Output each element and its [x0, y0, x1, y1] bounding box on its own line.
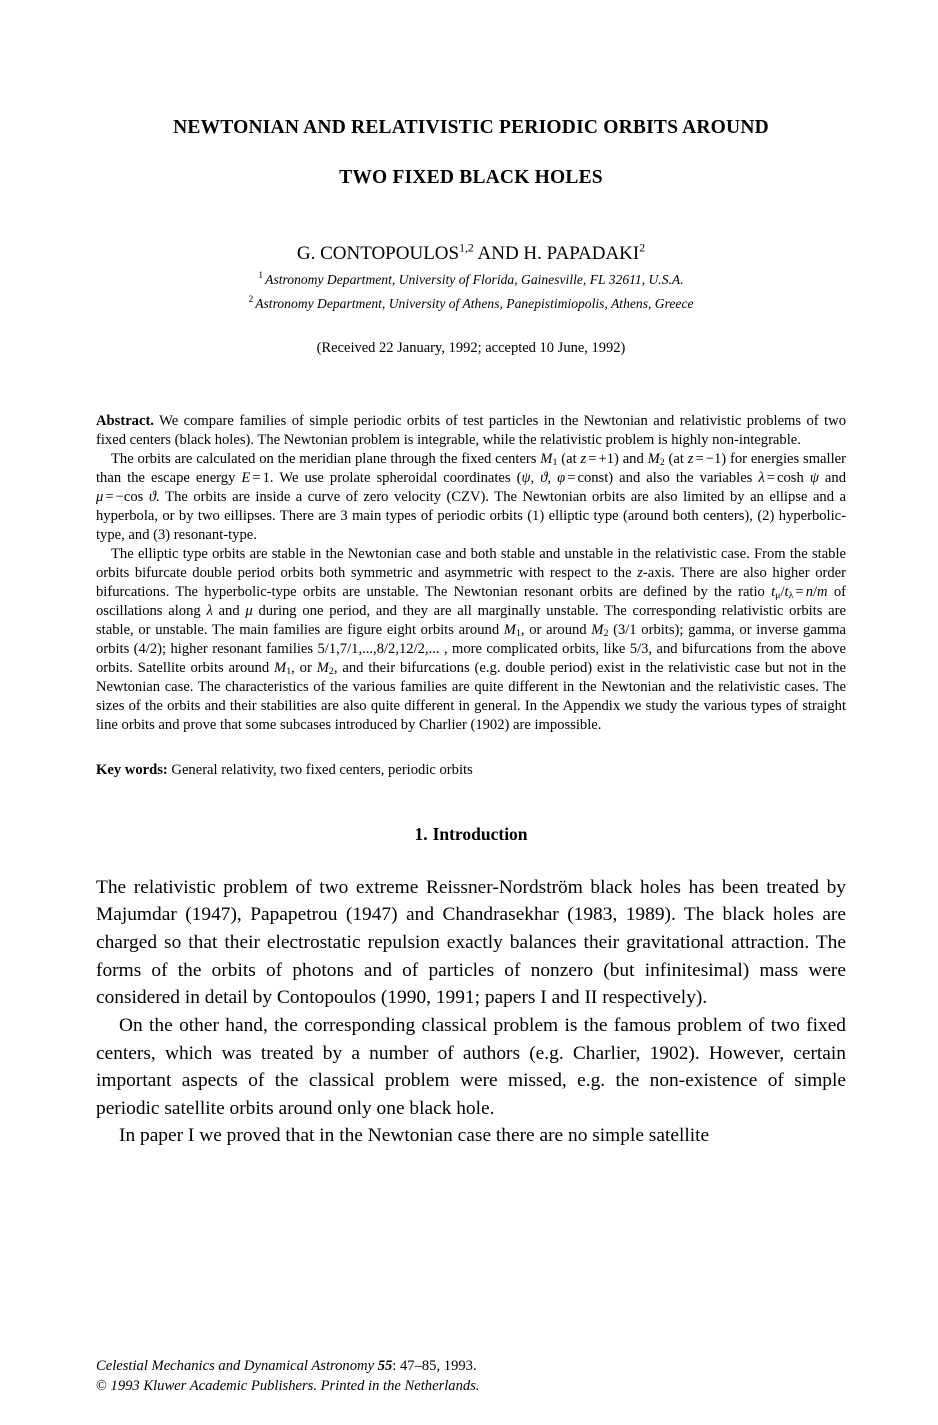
abstract-text-2i: . The orbits are inside a curve of zero velocity (CZV). The Newtonian orbits are also limited by an ellipse and a hyperbola, or by two eillipses. There are 3 main types of periodic orbits (1) elliptic type (around both centers), (2) hyperbolic-type, and (3) resonant-type.	[96, 488, 847, 543]
math-eq-7: =	[795, 583, 804, 600]
math-M1: $M_1$	[540, 450, 558, 468]
abstract-text-2f: . We use prolate spheroidal coordinates (	[269, 469, 522, 486]
affiliation-text-2: Astronomy Department, University of Athens, Panepistimiopolis, Athens, Greece	[255, 295, 694, 311]
body-paragraph-3: In paper I we proved that in the Newtonian case there are no simple satellite	[119, 1125, 710, 1147]
math-value-3: 1	[262, 469, 270, 486]
math-cos: cos	[123, 488, 144, 505]
abstract-text-3d: and	[212, 603, 246, 619]
math-m: m	[817, 583, 828, 600]
math-eq-5: =	[766, 469, 775, 486]
math-vartheta: ϑ	[540, 469, 548, 486]
abstract-paragraph-2: The orbits are calculated on the meridian plane through the fixed centers $M_1$ (at z = +1) and $M_2$ (at z = −1) for energies smaller than the escape energy E = 1. We use prolate spheroidal coordinates (ψ, ϑ, φ = const) and also the variables λ = cosh ψ and μ = −cos ϑ. The orbits are inside a curve of zero velocity (CZV). The Newtonian orbits are also limited by an ellipse and a hyperbola, or by two eillipses. There are 3 main types of periodic orbits (1) elliptic type (around both centers), (2) hyperbolic-type, and (3) resonant-type.	[96, 450, 847, 543]
abstract-text-2g: ) and also the variables	[608, 469, 759, 486]
math-value-2: −1	[705, 450, 722, 467]
abstract-text-2b: (at	[557, 450, 581, 467]
abstract-text-1: We compare families of simple periodic orbits of test particles in the Newtonian and relativistic problems of two fixed centers (black holes). The Newtonian problem is integrable, while the relativistic problem is highly non-integrable.	[96, 412, 846, 448]
author-list	[96, 241, 846, 264]
math-lambda-1: λ	[758, 469, 765, 486]
math-const: const	[577, 469, 609, 486]
copyright-text: 1993 Kluwer Academic Publishers. Printed in the Netherlands.	[106, 1378, 480, 1395]
math-M2-c: $M_2$	[316, 660, 334, 678]
received-dates: (Received 22 January, 1992; accepted 10 June, 1992)	[316, 340, 626, 357]
math-value-1: +1	[598, 450, 614, 467]
math-eq-3: =	[252, 469, 261, 486]
math-minus: −	[115, 488, 124, 505]
abstract-paragraph-1	[96, 412, 846, 450]
title-block	[96, 0, 846, 187]
math-eq-2: =	[695, 450, 704, 467]
math-eq-4: =	[567, 469, 576, 486]
copyright-icon: ©	[96, 1378, 107, 1395]
author-affil-marker-1: 1,2	[459, 241, 474, 255]
abstract-text-2a: The orbits are calculated on the meridian plane through the fixed centers	[111, 450, 541, 467]
page-title-line-1: NEWTONIAN AND RELATIVISTIC PERIODIC ORBITS AROUND	[173, 117, 769, 138]
abstract-text-3f: , or around	[520, 622, 592, 639]
abstract-text-3c: of oscillations along	[96, 583, 846, 619]
footer-citation-line	[96, 1357, 856, 1377]
math-z-axis: z	[637, 564, 643, 581]
math-z-2: z	[687, 450, 694, 467]
keywords-line	[96, 761, 846, 780]
abstract-label: Abstract.	[96, 412, 154, 429]
author-affil-marker-2: 2	[639, 241, 646, 255]
author-names-first: G. CONTOPOULOS	[296, 243, 460, 264]
math-vartheta-2: ϑ	[148, 488, 157, 505]
affiliation-marker-1: 1	[258, 271, 264, 282]
page-range: : 47–85, 1993.	[392, 1358, 477, 1375]
math-M2: $M_2$	[647, 450, 665, 468]
body-paragraph-1: The relativistic problem of two extreme Reissner-Nordström black holes has been treated by Majumdar (1947), Papapetrou (1947) and Chandrasekhar (1983, 1989). The black holes are charged so that their electrostatic repulsion exactly balances their gravitational attraction. The forms of the orbits of photons and of particles of nonzero (but infinitesimal) mass were considered in detail by Contopoulos (1990, 1991; papers I and II respectively).	[96, 876, 846, 1009]
math-eq-1: =	[588, 450, 597, 467]
body-paragraph-2: On the other hand, the corresponding classical problem is the famous problem of two fixed centers, which was treated by a number of authors (e.g. Charlier, 1902). However, certain important aspects of the classical problem were missed, e.g. the non-existence of simple periodic satellite orbits around only one black hole.	[96, 1014, 846, 1119]
volume-number: 55	[377, 1358, 393, 1375]
math-cosh: cosh	[777, 469, 804, 486]
footer-copyright-line	[96, 1377, 856, 1397]
affiliation-1	[96, 273, 846, 287]
section-heading-introduction	[96, 826, 846, 844]
abstract-text-2d: (at	[664, 450, 688, 467]
math-M1-b: $M_1$	[503, 622, 521, 640]
math-n: n	[805, 583, 813, 600]
math-t-lambda: $t_\lambda$	[784, 583, 794, 602]
affiliation-marker-2: 2	[248, 295, 254, 306]
affiliation-2	[96, 297, 846, 311]
affiliation-text-1: Astronomy Department, University of Florida, Gainesville, FL 32611, U.S.A.	[265, 272, 684, 287]
abstract-text-3h: , or	[291, 660, 317, 677]
abstract-text-3e: during one period, and they are all marginally unstable. The corresponding relativistic orbits are stable, or unstable. The main families are figure eight orbits around	[96, 603, 846, 639]
math-mu-2: μ	[245, 603, 253, 619]
math-psi-2: ψ	[809, 469, 819, 486]
math-lambda-2: λ	[206, 603, 213, 619]
abstract-text-3b: -axis. There are also higher order bifurcations. The hyperbolic-type orbits are unstable. The Newtonian resonant orbits are defined by the ratio	[96, 564, 847, 600]
abstract-paragraph-3	[96, 545, 846, 735]
page-title-line-2: TWO FIXED BLACK HOLES	[339, 166, 603, 188]
abstract-text-3g: (3/1 orbits); gamma, or inverse gamma orbits (4/2); higher resonant families 5/1,7/1,...,8/2,12/2,... , more complicated orbits, like 5/3, and bifurcations from the above orbits. Satellite orbits around	[96, 622, 847, 677]
abstract-section	[96, 412, 846, 736]
journal-name: Celestial Mechanics and Dynamical Astronomy	[96, 1358, 375, 1375]
introduction-body	[96, 874, 846, 1150]
math-M2-b: $M_2$	[591, 622, 609, 640]
math-varphi: φ	[557, 469, 566, 486]
math-z-1: z	[580, 450, 587, 467]
math-slash-1: /	[780, 583, 785, 600]
abstract-text-2h: and	[818, 469, 846, 486]
math-M1-c: $M_1$	[274, 660, 292, 678]
math-mu-1: μ	[96, 488, 104, 505]
section-title: Introduction	[432, 824, 528, 845]
author-names-conjunction: AND H. PAPADAKI	[473, 243, 640, 264]
math-psi: ψ	[521, 469, 531, 486]
keywords-label: Key words:	[96, 762, 168, 779]
math-t-mu: $t_\mu$	[771, 583, 781, 602]
section-number: 1.	[414, 824, 428, 845]
paper-page	[96, 0, 846, 1425]
math-E: E	[241, 469, 251, 486]
abstract-text-3i: , and their bifurcations (e.g. double period) exist in the relativistic case but not in the Newtonian case. The characteristics of the various families are quite different in the Newtonian and the relativistic cases. The sizes of the orbits and their stabilities are also quite different in general. In the Appendix we study the various types of straight line orbits and prove that some subcases introduced by Charlier (1902) are impossible.	[96, 660, 846, 734]
abstract-text-3a: The elliptic type orbits are stable in the Newtonian case and both stable and unstable in the relativistic case. From the stable orbits bifurcate double period orbits both symmetric and asymmetric with respect to the	[96, 545, 846, 581]
abstract-text-2e: ) for energies smaller than the escape energy	[96, 450, 846, 486]
page-footer	[96, 1357, 856, 1397]
math-slash-2: /	[812, 583, 818, 600]
keywords-text: General relativity, two fixed centers, periodic orbits	[167, 762, 473, 779]
math-eq-6: =	[105, 488, 114, 505]
abstract-text-2c: ) and	[614, 450, 648, 467]
